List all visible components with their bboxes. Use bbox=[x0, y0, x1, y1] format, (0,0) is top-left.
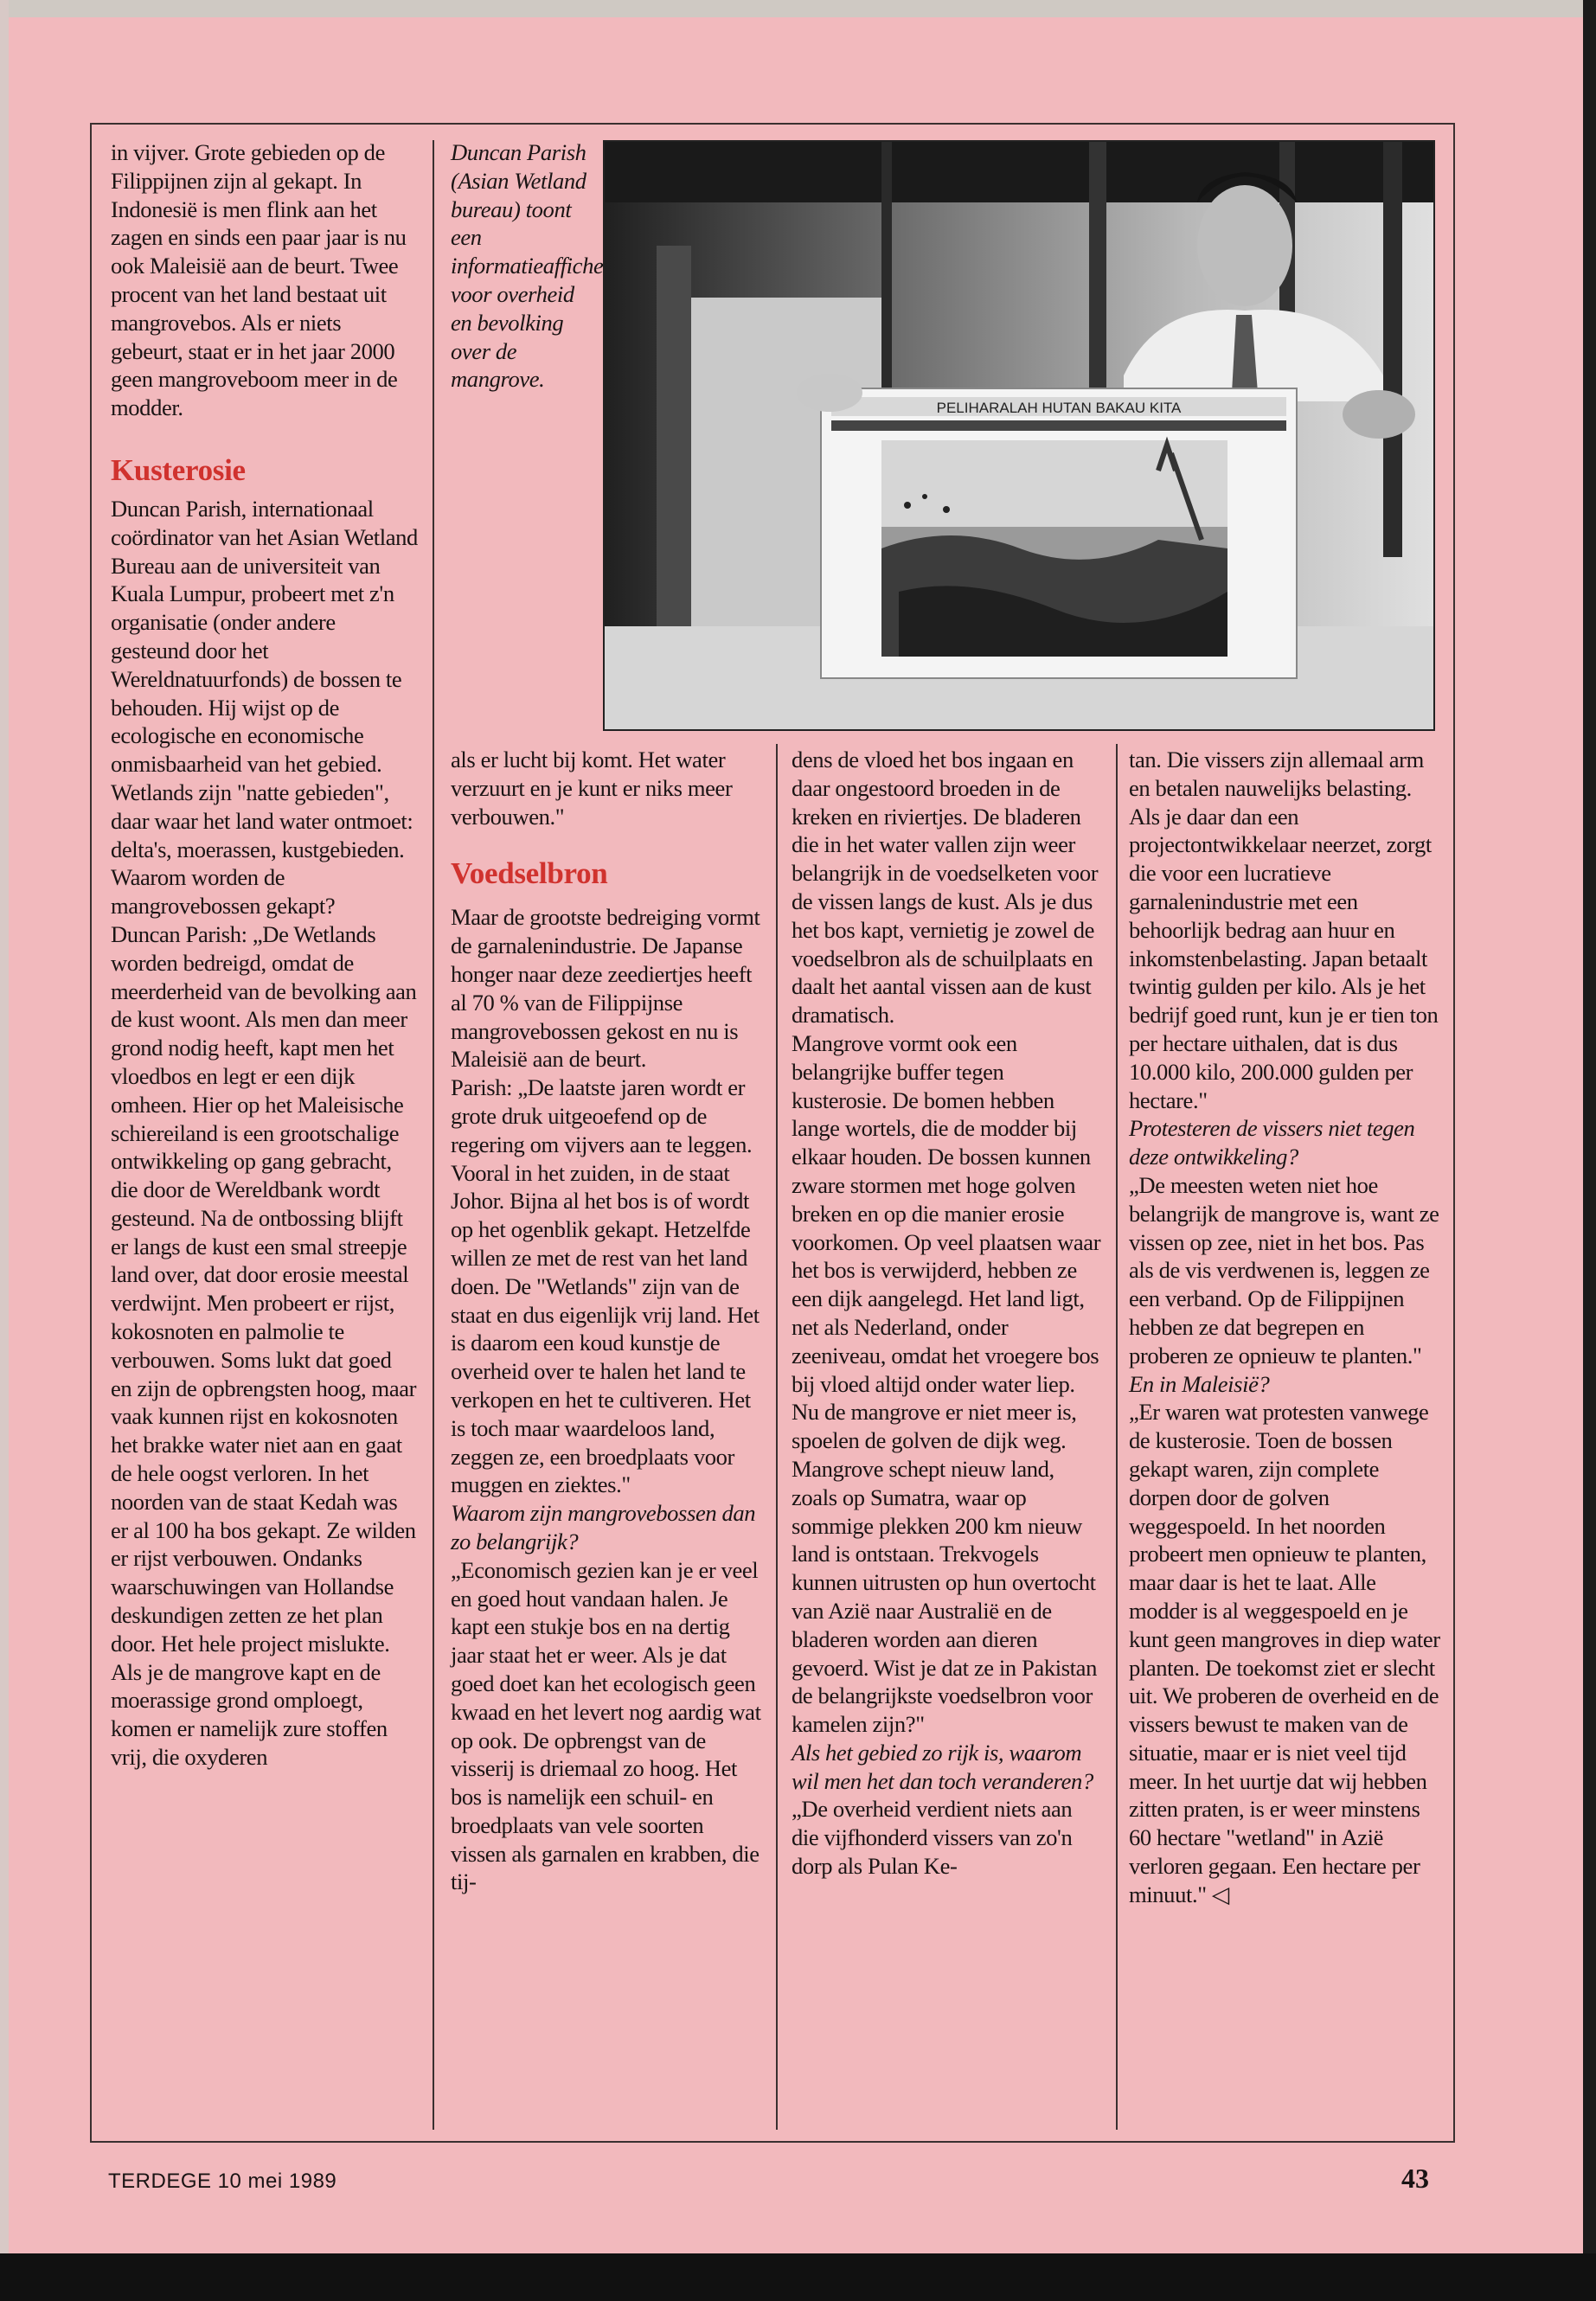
column-rule-3 bbox=[1116, 744, 1118, 2130]
column-1 bbox=[111, 138, 418, 1772]
col1-paragraph-2: Duncan Parish, internationaal coördinator van het Asian Wetland Bureau aan de universiteit van Kuala Lumpur, probeert met z'n organisatie (onder andere gesteund door het Wereldnatuurfonds) de bossen te behouden. Hij wijst op de ecologische en economische onmisbaarheid van het gebied. Wetlands zijn "natte gebieden", daar waar het land water ontmoet: delta's, moerassen, kustgebieden. Waarom worden de mangrovebossen gekapt? bbox=[111, 495, 418, 920]
col3-question-1: Als het gebied zo rijk is, waarom wil men het dan toch veranderen? bbox=[792, 1739, 1093, 1794]
scan-right-edge bbox=[1583, 0, 1596, 2301]
col1-paragraph-3: Duncan Parish: „De Wetlands worden bedreigd, omdat de meerderheid van de bevolking aan de kust woont. Als men dan meer grond nodig heeft, kapt men het vloedbos en legt er een dijk omheen. Hier op het Maleisische schiereiland is een grootschalige ontwikkeling op gang gebracht, die door de Wereldbank wordt gesteund. Na de ontbossing blijft er langs de kust een smal streepje land over, dat door erosie meestal verdwijnt. Men probeert er rijst, kokosnoten en palmolie te verbouwen. Soms lukt dat goed en zijn de opbrengsten hoog, maar vaak kunnen rijst en kokosnoten het brakke water niet aan en gaat de hele oogst verloren. In het noorden van de staat Kedah was er al 100 ha bos gekapt. Ze wilden er rijst verbouwen. Ondanks waarschuwingen van Hollandse deskundigen zetten ze het plan door. Het hele project mislukte. Als je de mangrove kapt en de moerassige grond omploegt, komen er namelijk zure stoffen vrij, die oxyderen bbox=[111, 920, 417, 1771]
col1-paragraph-1: in vijver. Grote gebieden op de Filippijnen zijn al gekapt. In Indonesië is men flink aan het zagen en sinds een paar jaar is nu ook Maleisië aan de beurt. Twee procent van het land bestaat uit mangrovebos. Als er niets gebeurt, staat er in het jaar 2000 geen mangroveboom meer in de modder. bbox=[111, 139, 407, 421]
column-3 bbox=[792, 746, 1103, 1881]
photo-caption: Duncan Parish (Asian Wetland bureau) toont een informatieaffiche voor overheid en bevolking over de mangrove. bbox=[451, 139, 604, 393]
col2-paragraph-3: Parish: „De laatste jaren wordt er grote druk uitgeoefend op de regering om vijvers aan te leggen. Vooral in het zuiden, in de staat Johor. Bijna al het bos is of wordt op het ogenblik gekapt. Hetzelfde willen ze met de rest van het land doen. De "Wetlands" zijn van de staat en dus eigenlijk vrij land. Het is daarom een koud kunstje de overheid over te halen het land te verkopen en het te cultiveren. Het is toch maar waardeloos land, zeggen ze, een broedplaats voor muggen en ziektes." bbox=[451, 1074, 760, 1498]
col3-paragraph-3: „De overheid verdient niets aan die vijfhonderd vissers van zo'n dorp als Pulan Ke- bbox=[792, 1796, 1073, 1880]
footer-publication: TERDEGE 10 mei 1989 bbox=[108, 2170, 337, 2193]
heading-voedselbron: Voedselbron bbox=[451, 856, 608, 891]
column-rule-1 bbox=[433, 140, 434, 2130]
heading-kusterosie: Kusterosie bbox=[111, 452, 246, 487]
col2-paragraph-4: „Economisch gezien kan je er veel en goed hout vandaan halen. Je kapt een stukje bos en na dertig jaar staat het er weer. Als je dat goed doet kan het ecologisch geen kwaad en het levert nog aardig wat op ook. De opbrengst van de visserij is driemaal zo hoog. Het bos is namelijk een schuil- en broedplaats van vele soorten vissen als garnalen en krabben, die tij- bbox=[451, 1556, 761, 1895]
scan-top-edge bbox=[0, 0, 1596, 17]
scan-left-edge bbox=[0, 0, 9, 2301]
col3-paragraph-1: dens de vloed het bos ingaan en daar ongestoord broeden in de kreken en riviertjes. De bladeren die in het water vallen zijn weer belangrijk in de voedselketen voor de vissen langs de kust. Als je dus het bos kapt, vernietig je zowel de voedselbron als de schuilplaats en daalt het aantal vissen aan de kust dramatisch. bbox=[792, 747, 1099, 1029]
col4-question-1: Protesteren de vissers niet tegen deze ontwikkeling? bbox=[1129, 1115, 1415, 1170]
col4-paragraph-3 bbox=[1129, 1398, 1440, 1908]
end-mark-icon: ◁ bbox=[1211, 1881, 1229, 1907]
col2-paragraph-1: als er lucht bij komt. Het water verzuurt en je kunt er niks meer verbouwen." bbox=[451, 747, 733, 830]
photo-illustration bbox=[605, 142, 1435, 731]
col4-paragraph-2: „De meesten weten niet hoe belangrijk de mangrove is, want ze vissen op zee, niet in het bos. Pas als de vis verdwenen is, leggen ze een verband. Op de Filippijnen hebben ze dat begrepen en proberen ze opnieuw te planten." bbox=[1129, 1171, 1439, 1368]
column-rule-2 bbox=[776, 744, 778, 2130]
col2-paragraph-2: Maar de grootste bedreiging vormt de garnalenindustrie. De Japanse honger naar deze zeediertjes heeft al 70 % van de Filippijnse mangrovebossen gekost en nu is Maleisië aan de beurt. bbox=[451, 904, 760, 1073]
poster-title: PELIHARALAH HUTAN BAKAU KITA bbox=[936, 400, 1182, 416]
column-4 bbox=[1129, 746, 1440, 1909]
column-2 bbox=[451, 746, 762, 1896]
col3-paragraph-2: Mangrove vormt ook een belangrijke buffer tegen kusterosie. De bomen hebben lange wortels, die de modder bij elkaar houden. De bossen kunnen zware stormen met hoge golven breken en op die manier erosie voorkomen. Op veel plaatsen waar het bos is verwijderd, hebben ze een dijk aangelegd. Het land ligt, net als Nederland, onder zeeniveau, omdat het vroegere bos bij vloed altijd onder water liep. Nu de mangrove er niet meer is, spoelen de golven de dijk weg. Mangrove schept nieuw land, zoals op Sumatra, waar op sommige plekken 200 km nieuw land is ontstaan. Trekvogels kunnen uitrusten op hun overtocht van Azië naar Australië en de bladeren worden aan dieren gevoerd. Wist je dat ze in Pakistan de belangrijkste voedselbron voor kamelen zijn?" bbox=[792, 1029, 1101, 1738]
page-number: 43 bbox=[1401, 2163, 1429, 2194]
scan-bottom-edge bbox=[0, 2253, 1596, 2301]
photo-duncan-parish bbox=[603, 140, 1435, 731]
col2-question-1: Waarom zijn mangrovebossen dan zo belangrijk? bbox=[451, 1500, 756, 1554]
col4-paragraph-1: tan. Die vissers zijn allemaal arm en betalen nauwelijks belasting. Als je daar dan een projectontwikkelaar neerzet, zorgt die voor een lucratieve garnalenindustrie met een behoorlijk bedrag aan huur en inkomstenbelasting. Japan betaalt twintig gulden per kilo. Als je het bedrijf goed runt, kun je er tien ton per hectare uithalen, dat is dus 10.000 kilo, 200.000 gulden per hectare." bbox=[1129, 747, 1439, 1113]
col4-paragraph-3-text: „Er waren wat protesten vanwege de kusterosie. Toen de bossen gekapt waren, zijn complete dorpen door de golven weggespoeld. In het noorden probeert men opnieuw te planten, maar daar is het te laat. Alle modder is al weggespoeld en je kunt geen mangroves in diep water planten. De toekomst ziet er slecht uit. We proberen de overheid en de vissers bewust te maken van de situatie, maar er is niet veel tijd meer. In het uurtje dat wij hebben zitten praten, is er weer minstens 60 hectare "wetland" in Azië verloren gegaan. Een hectare per minuut." bbox=[1129, 1399, 1440, 1907]
col4-question-2: En in Maleisië? bbox=[1129, 1370, 1270, 1397]
